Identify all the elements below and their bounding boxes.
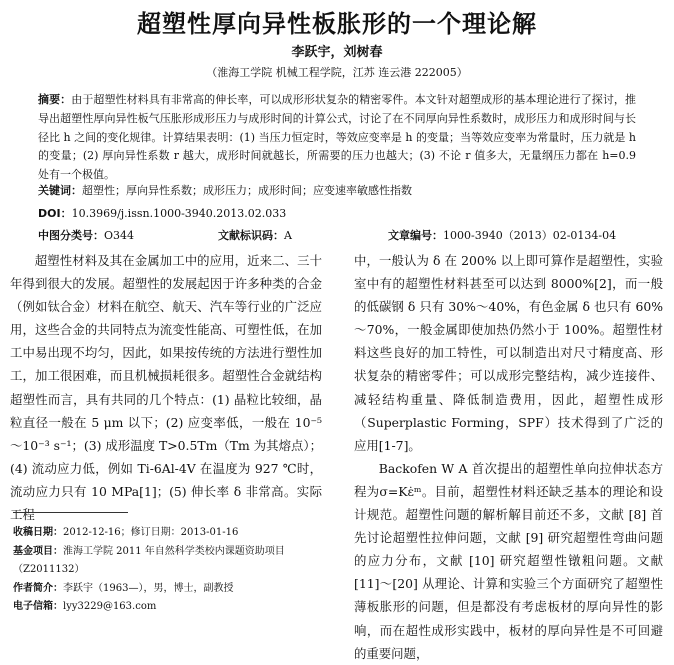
body-column-right <box>354 249 663 665</box>
keywords-label: 关键词： <box>38 184 82 197</box>
fund-info <box>13 543 328 580</box>
received-value: 2012-12-16；修订日期：2013-01-16 <box>63 527 239 538</box>
classification-line <box>38 227 638 243</box>
doi <box>38 205 638 221</box>
clc-value: O344 <box>104 229 135 242</box>
email-label: 电子信箱： <box>13 601 63 612</box>
doi-label: DOI： <box>38 207 72 220</box>
email-value: lyy3229@163.com <box>63 601 157 612</box>
article-number-label: 文章编号： <box>388 229 443 242</box>
author-bio-label: 作者简介： <box>13 582 63 594</box>
keywords-text: 超塑性；厚向异性系数；成形压力；成形时间；应变速率敏感性指数 <box>82 184 412 197</box>
email-info <box>13 598 328 617</box>
abstract-label: 摘要： <box>38 93 72 106</box>
doi-text: 10.3969/j.issn.1000-3940.2013.02.033 <box>71 207 287 220</box>
body-paragraph: 中，一般认为 δ 在 200% 以上即可算作是超塑性，实验室中有的超塑性材料甚至可以达到 8000%[2]，而一般的低碳钢 δ 只有 30%～40%，有色金属 δ 也只有 60%～70%，一般金属即使加热仍然小于 100%。超塑性材料这些良好的加工特性，可以制造出对尺寸精度高、形状复杂的精密零件；可以成形完整结构，减少连接件、减轻结构重量、降低制造费用，因此，超塑性成形（Superplastic Forming，SPF）技术得到了广泛的应用[1-7]。 <box>354 253 663 453</box>
paper-title: 超塑性厚向异性板胀形的一个理论解 <box>137 10 537 38</box>
body-paragraph: 超塑性材料及其在金属加工中的应用，近来二、三十年得到很大的发展。超塑性的发展起因于许多种类的合金（例如钛合金）材料在航空、航天、汽车等行业的广泛应用，这些合金的共同特点为流变性能高、可塑性低，在加工中易出现不均匀，因此，如果按传统的方法进行塑性加工，加工很困难，而且机械损耗很多。超塑性合金就结构超塑性而言，具有共同的几个特点：(1) 晶粒比较细，晶粒直径一般在 5 μm 以下；(2) 应变率低，一般在 10⁻⁵～10⁻³ s⁻¹；(3) 成形温度 T>0.5Tm（Tm 为其熔点）；(4) 流动应力低，例如 Ti-6Al-4V 在温度为 927 ℃时，流动应力只有 10 MPa[1]；(5) 伸长率 δ 非常高。实际工程 <box>10 253 322 523</box>
author-bio-value: 李跃宇（1963—），男，博士，副教授 <box>63 582 234 594</box>
received-date <box>13 524 328 543</box>
fund-value: 淮海工学院 2011 年自然科学类校内课题资助项目（Z2011132） <box>13 545 285 575</box>
received-label: 收稿日期： <box>13 527 63 538</box>
keywords <box>38 182 638 198</box>
abstract-text: 由于超塑性材料具有非常高的伸长率，可以成形形状复杂的精密零件。本文针对超塑成形的基本理论进行了探讨，推导出超塑性厚向异性板气压胀形成形压力与成形时间的计算公式，讨论了在不同厚向异性系数时，成形压力和成形时间与长径比 h 之间的变化规律。计算结果表明：(1) 当压力恒定时，等效应变率是 h 的变量；当等效应变率为常量时，压力就是 h 的变量；(2) 厚向异性系数 r 越大，成形时间就越长，所需要的压力也越大；(3) 不论 r 值多大，无量纲压力都在 h=0.9 处有一个极值。 <box>38 93 637 182</box>
abstract <box>38 91 636 185</box>
footnote-divider <box>13 512 128 513</box>
author-list: 李跃宇，刘树春 <box>291 45 383 60</box>
clc-label: 中图分类号： <box>38 229 104 242</box>
body-paragraph: Backofen W A 首次提出的超塑性单向拉伸状态方程为σ=Kε̇ᵐ。目前，超塑性材料还缺乏基本的理论和设计规范。超塑性问题的解析解目前还不多，文献 [8] 首先讨论超塑性拉伸问题，文献 [9] 研究超塑性弯曲问题的应力分布，文献 [10] 研究超塑性镦粗问题。文献 [11]～[20] 从理论、计算和实验三个方面研究了超塑性薄板胀形的问题，但是都没有考虑板材的厚向异性的影响，而在超性成形实践中，板材的厚向异性是不可回避的重要问题， <box>354 460 663 661</box>
body-column-left <box>10 249 322 526</box>
author-bio <box>13 580 328 599</box>
footnote-block <box>13 524 328 617</box>
fund-label: 基金项目： <box>13 545 63 557</box>
doc-code-value: A <box>284 229 292 242</box>
doc-code-label: 文献标识码： <box>218 229 284 242</box>
article-number-value: 1000-3940（2013）02-0134-04 <box>443 229 617 242</box>
affiliation: （淮海工学院 机械工程学院，江苏 连云港 222005） <box>206 66 468 79</box>
